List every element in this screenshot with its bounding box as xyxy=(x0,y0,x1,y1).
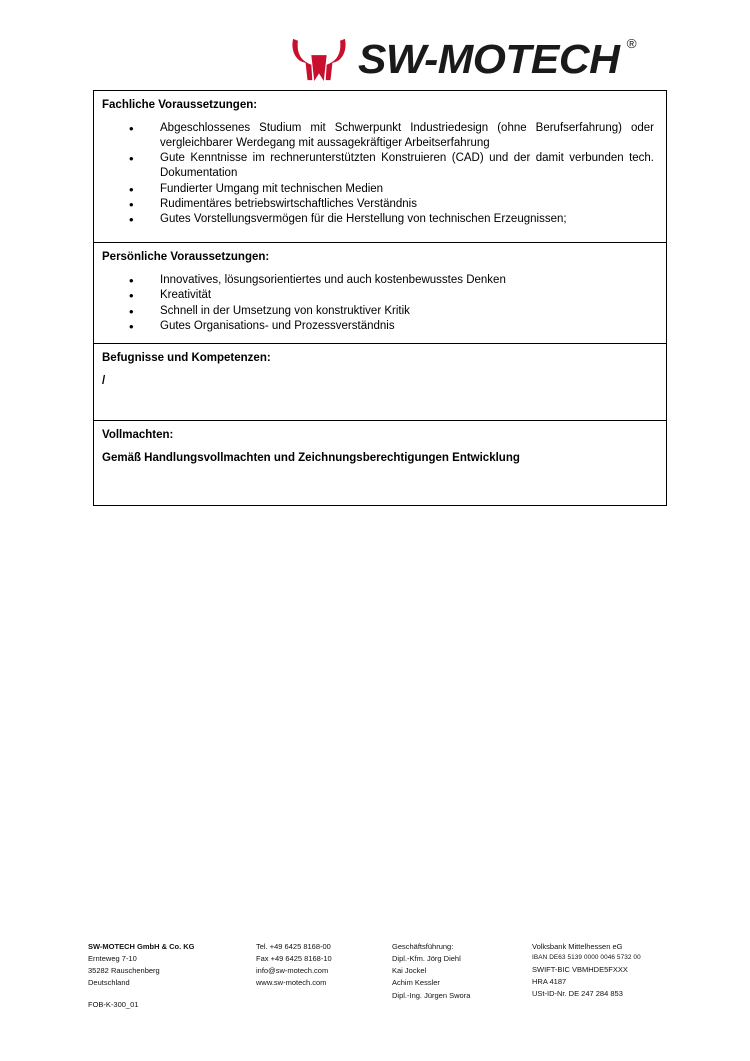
footer-company-column xyxy=(88,941,256,990)
contact-website[interactable]: www.sw-motech.com xyxy=(256,978,327,988)
section-body: Gemäß Handlungsvollmachten und Zeichnungsberechtigungen Entwicklung xyxy=(102,451,520,464)
management-person: Achim Kessler xyxy=(392,978,440,988)
company-register-number: HRA 4187 xyxy=(532,976,567,986)
section-spacer xyxy=(102,227,658,233)
section-fachliche-voraussetzungen xyxy=(94,91,666,243)
footer-bank-column xyxy=(532,941,698,1000)
registered-trademark-icon: ® xyxy=(626,35,637,51)
management-person: Dipl.-Ing. Jürgen Swora xyxy=(392,990,471,1000)
management-person: Kai Jockel xyxy=(392,966,427,976)
management-heading: Geschäftsführung: xyxy=(392,942,454,951)
brand-logo xyxy=(290,35,637,82)
bank-swift: SWIFT-BIC VBMHDE5FXXX xyxy=(532,964,628,974)
management-person: Dipl.-Kfm. Jörg Diehl xyxy=(392,954,461,964)
list-item: • Gutes Organisations- und Prozessverständnis xyxy=(102,319,658,334)
bullet-list xyxy=(102,121,658,228)
contact-email[interactable]: info@sw-motech.com xyxy=(256,966,329,976)
company-country: Deutschland xyxy=(88,978,130,988)
bank-name: Volksbank Mittelhessen eG xyxy=(532,942,623,951)
document-code: FOB-K-300_01 xyxy=(88,1000,139,1009)
company-city: 35282 Rauschenberg xyxy=(88,966,160,976)
section-spacer xyxy=(102,389,658,411)
bank-iban: IBAN DE63 5139 0000 0046 5732 00 xyxy=(532,954,641,962)
requirements-table xyxy=(93,90,667,506)
page-footer xyxy=(88,941,698,1002)
section-title: Fachliche Voraussetzungen: xyxy=(102,99,258,111)
list-item: • Innovatives, lösungsorientiertes und auch kostenbewusstes Denken xyxy=(102,273,658,288)
section-befugnisse-kompetenzen xyxy=(94,344,666,421)
list-item: • Abgeschlossenes Studium mit Schwerpunkt Industriedesign (ohne Berufserfahrung) oder vergleichbarer Werdegang mit aussagekräftiger Arbeitserfahrung xyxy=(102,121,658,152)
list-item: • Fundierter Umgang mit technischen Medien xyxy=(102,182,658,197)
footer-contact-column xyxy=(256,941,392,990)
section-spacer xyxy=(102,466,658,496)
bull-horns-icon xyxy=(290,36,348,82)
contact-telephone: Tel. +49 6425 8168-00 xyxy=(256,942,331,951)
brand-wordmark xyxy=(358,35,637,82)
section-title: Befugnisse und Kompetenzen: xyxy=(102,352,271,365)
section-title: Persönliche Voraussetzungen: xyxy=(102,251,270,264)
footer-management-column xyxy=(392,941,532,1002)
company-name: SW-MOTECH GmbH & Co. KG xyxy=(88,942,195,951)
company-street: Ernteweg 7-10 xyxy=(88,954,137,964)
bullet-list xyxy=(102,273,658,334)
brand-name-text: SW-MOTECH xyxy=(358,35,620,82)
vat-id-number: USt-ID-Nr. DE 247 284 853 xyxy=(532,988,623,998)
section-title: Vollmachten: xyxy=(102,429,174,442)
contact-fax: Fax +49 6425 8168-10 xyxy=(256,954,332,964)
list-item: • Rudimentäres betriebswirtschaftliches Verständnis xyxy=(102,197,658,212)
list-item: • Kreativität xyxy=(102,288,658,303)
list-item: • Schnell in der Umsetzung von konstruktiver Kritik xyxy=(102,304,658,319)
section-persoenliche-voraussetzungen xyxy=(94,243,666,344)
list-item: • Gutes Vorstellungsvermögen für die Herstellung von technischen Erzeugnissen; xyxy=(102,212,658,227)
section-body: / xyxy=(102,374,106,387)
section-vollmachten xyxy=(94,421,666,505)
list-item: • Gute Kenntnisse im rechnerunterstützten Konstruieren (CAD) und der damit verbunden tech. Dokumentation xyxy=(102,151,658,182)
